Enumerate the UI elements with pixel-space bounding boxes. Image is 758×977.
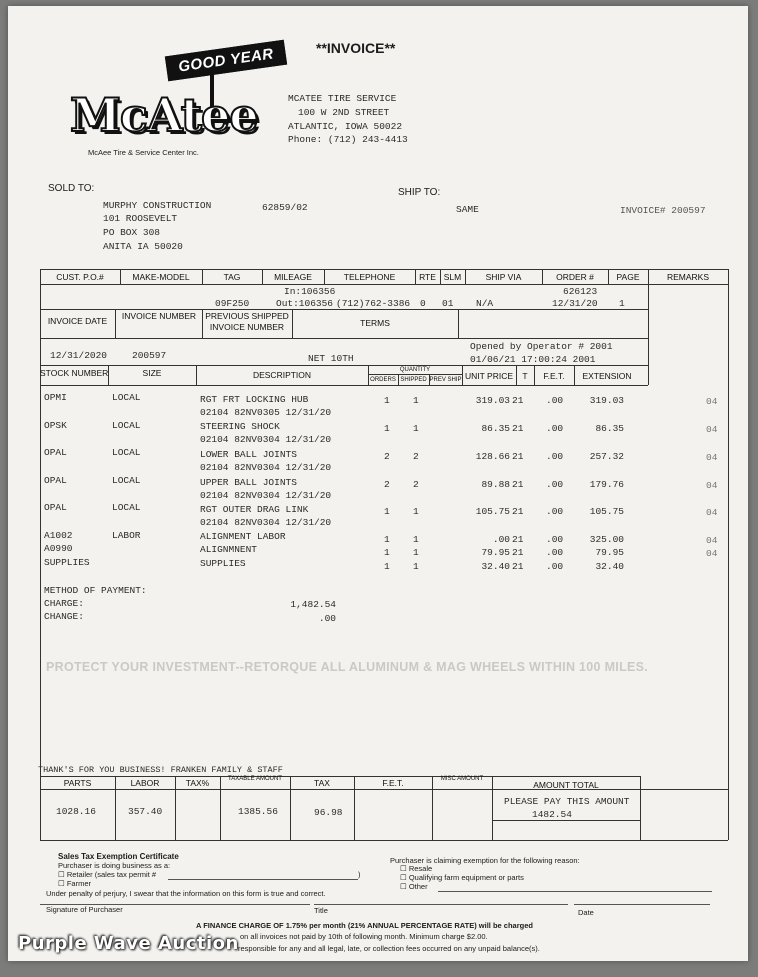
rule bbox=[728, 269, 729, 780]
finance-charge-line3: responsible for any and all legal, late, or collection fees occurred on any unpaid balance(s). bbox=[238, 944, 540, 953]
col-page: PAGE bbox=[616, 272, 640, 282]
retorque-notice: PROTECT YOUR INVESTMENT--RETORQUE ALL ALUMINUM & MAG WHEELS WITHIN 100 MILES. bbox=[46, 660, 649, 674]
rule bbox=[40, 269, 41, 780]
amount-due: 1482.54 bbox=[532, 809, 572, 820]
col-tax-code: T bbox=[522, 371, 528, 381]
item-stock: A0990 bbox=[44, 543, 73, 554]
rule bbox=[648, 284, 649, 385]
invoice-date-value: 12/31/2020 bbox=[50, 350, 108, 361]
item-size: LOCAL bbox=[112, 420, 141, 431]
item-shipped: 1 bbox=[413, 423, 419, 434]
item-detail: 02104 82NV0304 12/31/20 bbox=[200, 517, 332, 528]
resale-option bbox=[400, 864, 432, 873]
title-label: Title bbox=[314, 906, 328, 915]
perjury-statement: Under penalty of perjury, I swear that the information on this form is true and correct. bbox=[46, 889, 326, 898]
change-label: CHANGE: bbox=[44, 611, 84, 622]
item-fet: .00 bbox=[546, 534, 564, 545]
col-ship-via: SHIP VIA bbox=[485, 272, 522, 282]
item-stock: SUPPLIES bbox=[44, 557, 90, 568]
col-taxable: TAXABLE AMOUNT bbox=[228, 776, 282, 782]
item-tax-code: 21 bbox=[512, 395, 524, 406]
item-orders: 1 bbox=[384, 561, 390, 572]
col-terms: TERMS bbox=[360, 318, 390, 328]
sold-to-name: MURPHY CONSTRUCTION bbox=[103, 200, 212, 211]
item-remark: 04 bbox=[706, 535, 718, 546]
resale-checkbox[interactable]: ☐ bbox=[400, 864, 407, 873]
exemption-title: Sales Tax Exemption Certificate bbox=[58, 852, 179, 861]
item-orders: 2 bbox=[384, 479, 390, 490]
col-quantity: QUANTITY bbox=[399, 367, 431, 373]
rule bbox=[458, 309, 459, 338]
order-number: 626123 bbox=[563, 286, 598, 297]
item-unit-price: 32.40 bbox=[481, 561, 510, 572]
rule bbox=[40, 385, 648, 386]
rule bbox=[40, 284, 728, 285]
retailer-option bbox=[58, 870, 156, 879]
item-stock: OPAL bbox=[44, 447, 67, 458]
farm-equipment-option bbox=[400, 873, 524, 882]
col-unit-price: UNIT PRICE bbox=[464, 371, 514, 381]
customer-ref: 62859/02 bbox=[262, 202, 308, 213]
rule bbox=[368, 374, 462, 375]
rule bbox=[40, 776, 640, 777]
item-description: RGT OUTER DRAG LINK bbox=[200, 504, 309, 515]
invoice-number-line: INVOICE# 200597 bbox=[620, 205, 706, 216]
sold-to-address3: ANITA IA 50020 bbox=[103, 241, 183, 252]
item-extension: 179.76 bbox=[589, 479, 624, 490]
sold-to-label: SOLD TO: bbox=[48, 183, 95, 194]
item-extension: 86.35 bbox=[595, 423, 624, 434]
ship-via-value: N/A bbox=[476, 298, 494, 309]
col-mileage: MILEAGE bbox=[274, 272, 312, 282]
item-fet: .00 bbox=[546, 547, 564, 558]
item-stock: OPSK bbox=[44, 420, 67, 431]
tax-total: 96.98 bbox=[314, 807, 343, 818]
rule bbox=[728, 776, 729, 840]
item-extension: 79.95 bbox=[595, 547, 624, 558]
title-line[interactable] bbox=[314, 904, 568, 905]
item-size: LOCAL bbox=[112, 447, 141, 458]
item-unit-price: .00 bbox=[492, 534, 510, 545]
col-fet: F.E.T. bbox=[543, 371, 565, 381]
ship-to-label: SHIP TO: bbox=[398, 187, 441, 198]
item-shipped: 2 bbox=[413, 451, 419, 462]
farmer-label: Farmer bbox=[66, 879, 91, 888]
col-tag: TAG bbox=[223, 272, 241, 282]
item-shipped: 2 bbox=[413, 479, 419, 490]
item-fet: .00 bbox=[546, 506, 564, 517]
col-rte: RTE bbox=[419, 272, 436, 282]
item-description: SUPPLIES bbox=[200, 558, 246, 569]
charge-label: CHARGE: bbox=[44, 598, 84, 609]
company-phone: Phone: (712) 243-4413 bbox=[288, 134, 408, 145]
item-shipped: 1 bbox=[413, 534, 419, 545]
exemption-doing-business: Purchaser is doing business as a: bbox=[58, 861, 171, 870]
rule bbox=[115, 309, 116, 338]
customer-telephone: (712)762-3386 bbox=[336, 298, 411, 309]
col-telephone: TELEPHONE bbox=[343, 272, 396, 282]
rule bbox=[40, 365, 648, 366]
company-street: 100 W 2ND STREET bbox=[298, 107, 390, 118]
route-value: 0 bbox=[420, 298, 426, 309]
rule bbox=[40, 309, 648, 310]
other-label: Other bbox=[408, 882, 428, 891]
farm-equipment-checkbox[interactable]: ☐ bbox=[400, 873, 407, 882]
item-extension: 319.03 bbox=[589, 395, 624, 406]
company-logo bbox=[70, 42, 280, 162]
col-invoice-date: INVOICE DATE bbox=[47, 316, 108, 326]
item-unit-price: 79.95 bbox=[481, 547, 510, 558]
opened-date: 01/06/21 17:00:24 2001 bbox=[470, 354, 596, 365]
finance-charge-line1: A FINANCE CHARGE OF 1.75% per month (21% ANNUAL PERCENTAGE RATE) will be charged bbox=[196, 921, 533, 930]
item-unit-price: 319.03 bbox=[475, 395, 510, 406]
item-stock: A1002 bbox=[44, 530, 73, 541]
col-shipped: SHIPPED bbox=[400, 377, 427, 383]
order-date: 12/31/20 bbox=[552, 298, 598, 309]
item-remark: 04 bbox=[706, 507, 718, 518]
farmer-option bbox=[58, 879, 91, 888]
rule bbox=[432, 776, 433, 840]
rule bbox=[40, 840, 728, 841]
farm-equipment-label: Qualifying farm equipment or parts bbox=[408, 873, 524, 882]
company-name: MCATEE TIRE SERVICE bbox=[288, 93, 397, 104]
col-order-no: ORDER # bbox=[556, 272, 594, 282]
parts-total: 1028.16 bbox=[56, 806, 96, 817]
rule bbox=[492, 820, 640, 821]
item-remark: 04 bbox=[706, 396, 718, 407]
item-stock: OPMI bbox=[44, 392, 67, 403]
date-label: Date bbox=[578, 908, 594, 917]
rule bbox=[640, 776, 641, 840]
item-fet: .00 bbox=[546, 561, 564, 572]
rule bbox=[40, 338, 648, 339]
item-extension: 257.32 bbox=[589, 451, 624, 462]
logo-wordmark: McAtee bbox=[70, 88, 258, 142]
retailer-checkbox[interactable]: ☐ bbox=[58, 870, 65, 879]
item-description: ALIGNMNENT bbox=[200, 544, 258, 555]
vehicle-tag: 09F250 bbox=[215, 298, 250, 309]
other-option bbox=[400, 882, 428, 891]
page-number: 1 bbox=[619, 298, 625, 309]
retailer-label: Retailer (sales tax permit # bbox=[66, 870, 157, 879]
item-shipped: 1 bbox=[413, 395, 419, 406]
item-remark: 04 bbox=[706, 424, 718, 435]
auction-watermark: Purple Wave Auction bbox=[18, 933, 239, 954]
item-fet: .00 bbox=[546, 451, 564, 462]
sold-to-address2: PO BOX 308 bbox=[103, 227, 161, 238]
item-shipped: 1 bbox=[413, 547, 419, 558]
other-line bbox=[438, 891, 712, 892]
col-total-fet: F.E.T. bbox=[382, 778, 404, 788]
goodyear-sign: GOOD YEAR bbox=[165, 40, 287, 81]
col-size: SIZE bbox=[142, 368, 162, 378]
item-description: LOWER BALL JOINTS bbox=[200, 449, 297, 460]
item-unit-price: 86.35 bbox=[481, 423, 510, 434]
item-description: STEERING SHOCK bbox=[200, 421, 280, 432]
item-shipped: 1 bbox=[413, 561, 419, 572]
item-orders: 2 bbox=[384, 451, 390, 462]
labor-total: 357.40 bbox=[128, 806, 163, 817]
item-description: UPPER BALL JOINTS bbox=[200, 477, 297, 488]
logo-tagline: McAee Tire & Service Center Inc. bbox=[88, 148, 199, 157]
finance-charge-line2: on all invoices not paid by 10th of following month. Minimum charge $2.00. bbox=[240, 932, 488, 941]
item-unit-price: 128.66 bbox=[475, 451, 510, 462]
item-size: LOCAL bbox=[112, 475, 141, 486]
mileage-out: Out:106356 bbox=[276, 298, 334, 309]
item-unit-price: 89.88 bbox=[481, 479, 510, 490]
item-detail: 02104 82NV0305 12/31/20 bbox=[200, 407, 332, 418]
item-size: LOCAL bbox=[112, 392, 141, 403]
item-tax-code: 21 bbox=[512, 534, 524, 545]
col-extension: EXTENSION bbox=[582, 371, 632, 381]
item-stock: OPAL bbox=[44, 502, 67, 513]
charge-amount: 1,482.54 bbox=[290, 599, 336, 610]
item-tax-code: 21 bbox=[512, 479, 524, 490]
payment-method-label: METHOD OF PAYMENT: bbox=[44, 585, 147, 596]
mileage-in: In:106356 bbox=[284, 286, 336, 297]
rule bbox=[40, 269, 728, 270]
ship-to-value: SAME bbox=[456, 204, 479, 215]
item-orders: 1 bbox=[384, 534, 390, 545]
date-line[interactable] bbox=[574, 904, 710, 905]
item-fet: .00 bbox=[546, 479, 564, 490]
item-detail: 02104 82NV0304 12/31/20 bbox=[200, 490, 332, 501]
col-parts: PARTS bbox=[63, 778, 92, 788]
item-extension: 105.75 bbox=[589, 506, 624, 517]
col-make-model: MAKE-MODEL bbox=[132, 272, 190, 282]
terms-value: NET 10TH bbox=[308, 353, 354, 364]
item-detail: 02104 82NV0304 12/31/20 bbox=[200, 434, 332, 445]
col-prev-ship: PREV SHIP bbox=[429, 377, 462, 383]
item-description: ALIGNMENT LABOR bbox=[200, 531, 286, 542]
farmer-checkbox[interactable]: ☐ bbox=[58, 879, 65, 888]
item-shipped: 1 bbox=[413, 506, 419, 517]
rule bbox=[220, 776, 221, 840]
col-description: DESCRIPTION bbox=[252, 370, 312, 380]
col-prev-shipped: PREVIOUS SHIPPED INVOICE NUMBER bbox=[205, 311, 289, 332]
item-description: RGT FRT LOCKING HUB bbox=[200, 394, 309, 405]
sold-to-address1: 101 ROOSEVELT bbox=[103, 213, 178, 224]
col-tax: TAX bbox=[314, 778, 330, 788]
item-extension: 325.00 bbox=[589, 534, 624, 545]
item-unit-price: 105.75 bbox=[475, 506, 510, 517]
item-detail: 02104 82NV0304 12/31/20 bbox=[200, 462, 332, 473]
other-checkbox[interactable]: ☐ bbox=[400, 882, 407, 891]
col-labor: LABOR bbox=[130, 778, 160, 788]
taxable-total: 1385.56 bbox=[238, 806, 278, 817]
col-cust-po: CUST. P.O.# bbox=[56, 272, 104, 282]
exemption-claim: Purchaser is claiming exemption for the following reason: bbox=[390, 856, 580, 865]
item-tax-code: 21 bbox=[512, 423, 524, 434]
col-amount-total: AMOUNT TOTAL bbox=[533, 780, 599, 790]
item-tax-code: 21 bbox=[512, 506, 524, 517]
item-size: LABOR bbox=[112, 530, 141, 541]
col-misc: MISC AMOUNT bbox=[440, 776, 484, 782]
col-stock-number: STOCK NUMBER bbox=[40, 368, 109, 378]
please-pay-label: PLEASE PAY THIS AMOUNT bbox=[504, 796, 630, 807]
item-fet: .00 bbox=[546, 423, 564, 434]
permit-close-paren: ) bbox=[358, 870, 361, 879]
item-remark: 04 bbox=[706, 548, 718, 559]
rule bbox=[202, 309, 203, 338]
item-extension: 32.40 bbox=[595, 561, 624, 572]
item-tax-code: 21 bbox=[512, 547, 524, 558]
col-invoice-number: INVOICE NUMBER bbox=[121, 311, 197, 321]
col-orders: ORDERS bbox=[370, 377, 396, 383]
item-size: LOCAL bbox=[112, 502, 141, 513]
col-remarks: REMARKS bbox=[666, 272, 710, 282]
col-tax-pct: TAX% bbox=[185, 778, 210, 788]
invoice-number-value: 200597 bbox=[132, 350, 167, 361]
item-orders: 1 bbox=[384, 506, 390, 517]
company-city: ATLANTIC, IOWA 50022 bbox=[288, 121, 403, 132]
col-slm: SLM bbox=[443, 272, 462, 282]
salesman-value: 01 bbox=[442, 298, 454, 309]
invoice-title: **INVOICE** bbox=[316, 40, 396, 56]
signature-label: Signature of Purchaser bbox=[46, 905, 123, 914]
item-remark: 04 bbox=[706, 480, 718, 491]
item-orders: 1 bbox=[384, 395, 390, 406]
item-orders: 1 bbox=[384, 547, 390, 558]
item-tax-code: 21 bbox=[512, 451, 524, 462]
item-remark: 04 bbox=[706, 452, 718, 463]
resale-label: Resale bbox=[408, 864, 433, 873]
change-amount: .00 bbox=[318, 613, 336, 624]
item-orders: 1 bbox=[384, 423, 390, 434]
item-fet: .00 bbox=[546, 395, 564, 406]
opened-by: Opened by Operator # 2001 bbox=[470, 341, 613, 352]
item-tax-code: 21 bbox=[512, 561, 524, 572]
permit-line bbox=[168, 879, 358, 880]
item-stock: OPAL bbox=[44, 475, 67, 486]
thanks-message: THANK'S FOR YOU BUSINESS! FRANKEN FAMILY & STAFF bbox=[38, 765, 283, 775]
